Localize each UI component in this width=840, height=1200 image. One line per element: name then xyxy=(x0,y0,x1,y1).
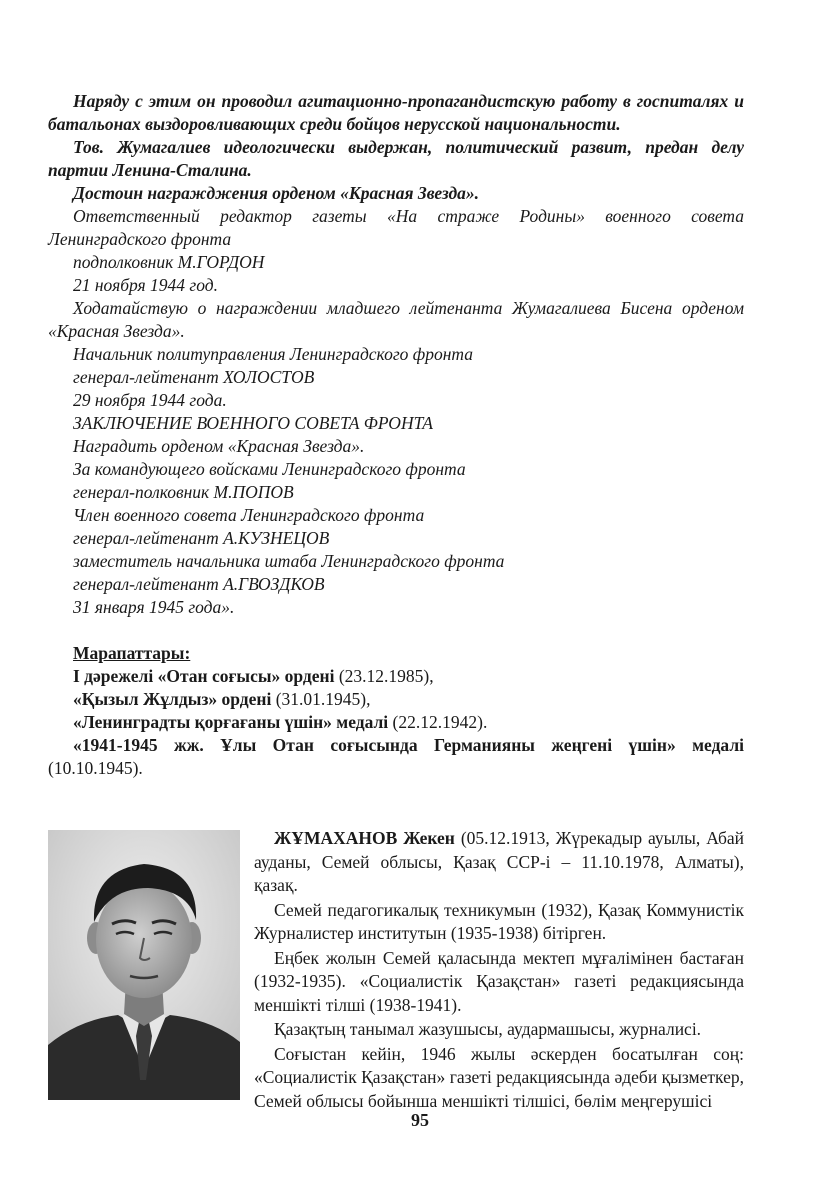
page-number: 95 xyxy=(411,1110,429,1130)
award-letter-text xyxy=(48,90,744,780)
award-name: «Ленинградты қорғағаны үшін» медалі xyxy=(73,712,389,732)
conclusion-date: 31 января 1945 года». xyxy=(73,597,235,617)
award-date: (23.12.1985), xyxy=(334,666,434,686)
petition-text: Ходатайствую о награждении младшего лейтенанта Жумагалиева Бисена орденом «Красная Звезда». xyxy=(48,298,744,341)
portrait-illustration xyxy=(48,830,240,1100)
award-item xyxy=(48,711,744,734)
commander-title: За командующего войсками Ленинградского фронта xyxy=(73,459,466,479)
portrait-photo xyxy=(48,830,240,1100)
deputy-title: заместитель начальника штаба Ленинградского фронта xyxy=(73,551,505,571)
editor-title: Ответственный редактор газеты «На страже Родины» военного совета Ленинградского фронта xyxy=(48,206,744,249)
letter-date: 21 ноября 1944 год. xyxy=(73,275,218,295)
bio-paragraph: Соғыстан кейін, 1946 жылы әскерден босатылған соң: «Социалистік Қазақстан» газеті редакциясында әдеби қызметкер, Семей облысы бойынша меншікті тілшісі, бөлім меңгерушісі xyxy=(254,1043,744,1111)
conclusion-heading: ЗАКЛЮЧЕНИЕ ВОЕННОГО СОВЕТА ФРОНТА xyxy=(73,413,433,433)
council-member-title: Член военного совета Ленинградского фронта xyxy=(73,505,425,525)
deputy-signature: генерал-лейтенант А.ГВОЗДКОВ xyxy=(73,574,325,594)
letter-paragraph: Наряду с этим он проводил агитационно-пропагандистскую работу в госпиталях и батальонах выздоровливающих среди бойцов нерусской национальности. xyxy=(48,91,744,134)
biography-text xyxy=(254,827,744,1113)
award-name: «Қызыл Жұлдыз» ордені xyxy=(73,689,272,709)
awards-heading: Марапаттары: xyxy=(73,643,191,663)
award-item xyxy=(48,734,744,780)
editor-signature: подполковник М.ГОРДОН xyxy=(73,252,265,272)
bio-intro-text: (05.12.1913, Жүрекадыр ауылы, Абай ауданы, Семей облысы, Қазақ ССР-і – 11.10.1978, Алматы), қазақ. xyxy=(254,828,744,895)
petition-date: 29 ноября 1944 года. xyxy=(73,390,227,410)
chief-signature: генерал-лейтенант ХОЛОСТОВ xyxy=(73,367,315,387)
letter-paragraph: Достоин награжджения орденом «Красная Звезда». xyxy=(73,183,480,203)
award-item xyxy=(48,665,744,688)
council-member-signature: генерал-лейтенант А.КУЗНЕЦОВ xyxy=(73,528,330,548)
award-order: Наградить орденом «Красная Звезда». xyxy=(73,436,365,456)
bio-paragraph: Еңбек жолын Семей қаласында мектеп мұғалімінен бастаған (1932-1935). «Социалистік Қазақстан» газеті редакциясында меншікті тілші (1938-1941). xyxy=(254,947,744,1015)
bio-intro xyxy=(254,827,744,898)
award-date: (10.10.1945). xyxy=(48,758,143,778)
spacer xyxy=(48,619,744,642)
letter-paragraph: Тов. Жумагалиев идеологически выдержан, политический развит, предан делу партии Ленина-Сталина. xyxy=(48,137,744,180)
award-name: І дәрежелі «Отан соғысы» ордені xyxy=(73,666,335,686)
award-date: (31.01.1945), xyxy=(271,689,371,709)
chief-title: Начальник политуправления Ленинградского фронта xyxy=(73,344,473,364)
bio-paragraph: Семей педагогикалық техникумын (1932), Қазақ Коммунистік Журналистер институтын (1935-1938) бітірген. xyxy=(254,899,744,943)
award-item xyxy=(48,688,744,711)
commander-signature: генерал-полковник М.ПОПОВ xyxy=(73,482,294,502)
award-date: (22.12.1942). xyxy=(388,712,488,732)
bio-paragraph: Қазақтың танымал жазушысы, аудармашысы, журналисі. xyxy=(274,1019,702,1039)
award-name: «1941-1945 жж. Ұлы Отан соғысында Германияны жеңгені үшін» медалі xyxy=(73,735,744,755)
person-name: ЖҰМАХАНОВ Жекен xyxy=(274,828,455,848)
